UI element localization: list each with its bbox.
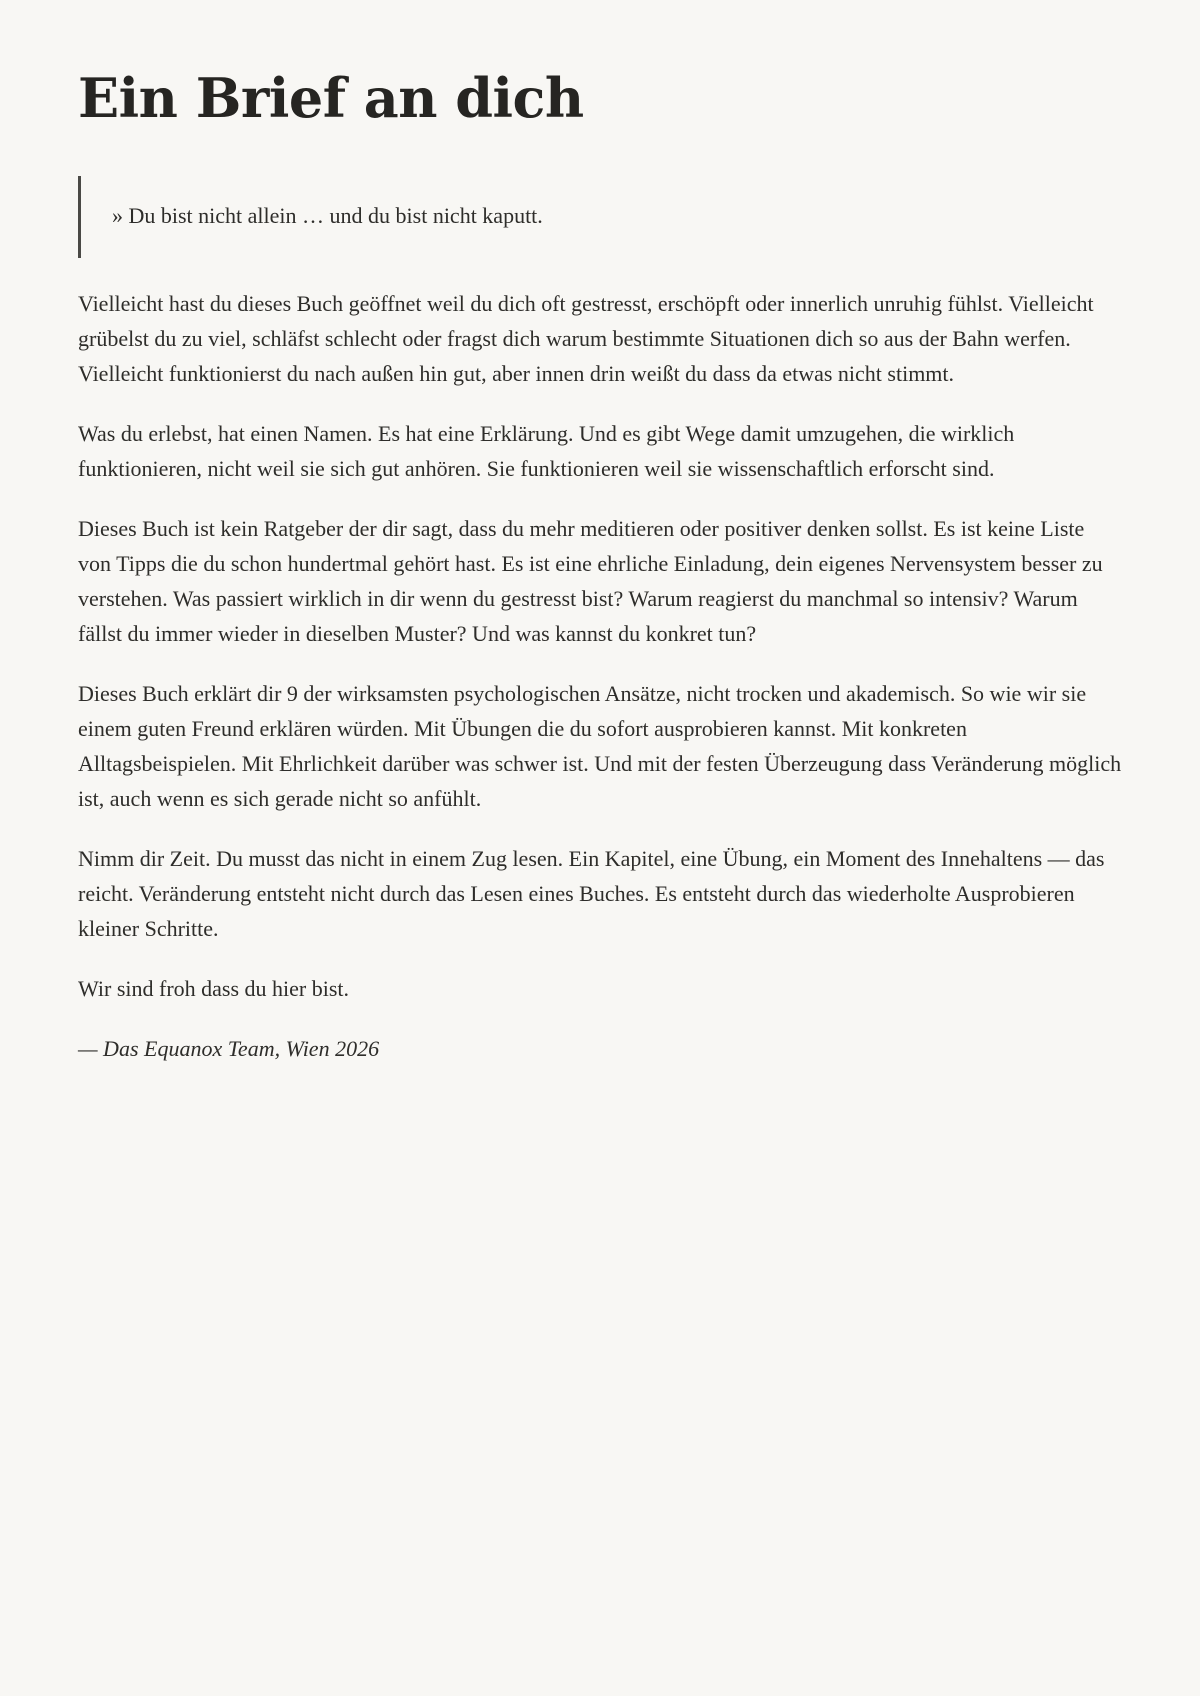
page-title: Ein Brief an dich [78,66,584,130]
body-paragraph: Vielleicht hast du dieses Buch geöffnet weil du dich oft gestresst, erschöpft oder innerlich unruhig fühlst. Vielleicht grübelst du zu viel, schläfst schlecht oder fragst dich warum bestimmte Situationen dich so aus der Bahn werfen. Vielleicht funktionierst du nach außen hin gut, aber innen drin weißt du dass da etwas nicht stimmt. [78,291,1094,386]
pull-quote-text: » Du bist nicht allein … und du bist nicht kaputt. [112,203,543,228]
body-paragraph: Was du erlebst, hat einen Namen. Es hat eine Erklärung. Und es gibt Wege damit umzugehen, die wirklich funktionieren, nicht weil sie sich gut anhören. Sie funktionieren weil sie wissenschaftlich erforscht sind. [78,421,1015,481]
body-paragraph: Nimm dir Zeit. Du musst das nicht in einem Zug lesen. Ein Kapitel, eine Übung, ein Moment des Innehaltens — das reicht. Veränderung entsteht nicht durch das Lesen eines Buches. Es entsteht durch das wiederholte Ausprobieren kleiner Schritte. [78,846,1105,941]
signature: — Das Equanox Team, Wien 2026 [78,1036,380,1061]
body-paragraph: Wir sind froh dass du hier bist. [78,976,350,1001]
letter-body [78,286,1122,1066]
body-paragraph: Dieses Buch ist kein Ratgeber der dir sagt, dass du mehr meditieren oder positiver denken sollst. Es ist keine Liste von Tipps die du schon hundertmal gehört hast. Es ist eine ehrliche Einladung, dein eigenes Nervensystem besser zu verstehen. Was passiert wirklich in dir wenn du gestresst bist? Warum reagierst du manchmal so intensiv? Warum fällst du immer wieder in dieselben Muster? Und was kannst du konkret tun? [78,516,1103,646]
pull-quote [78,176,1122,258]
body-paragraph: Dieses Buch erklärt dir 9 der wirksamsten psychologischen Ansätze, nicht trocken und akademisch. So wie wir sie einem guten Freund erklären würden. Mit Übungen die du sofort ausprobieren kannst. Mit konkreten Alltagsbeispielen. Mit Ehrlichkeit darüber was schwer ist. Und mit der festen Überzeugung dass Veränderung möglich ist, auch wenn es sich gerade nicht so anfühlt. [78,681,1122,811]
